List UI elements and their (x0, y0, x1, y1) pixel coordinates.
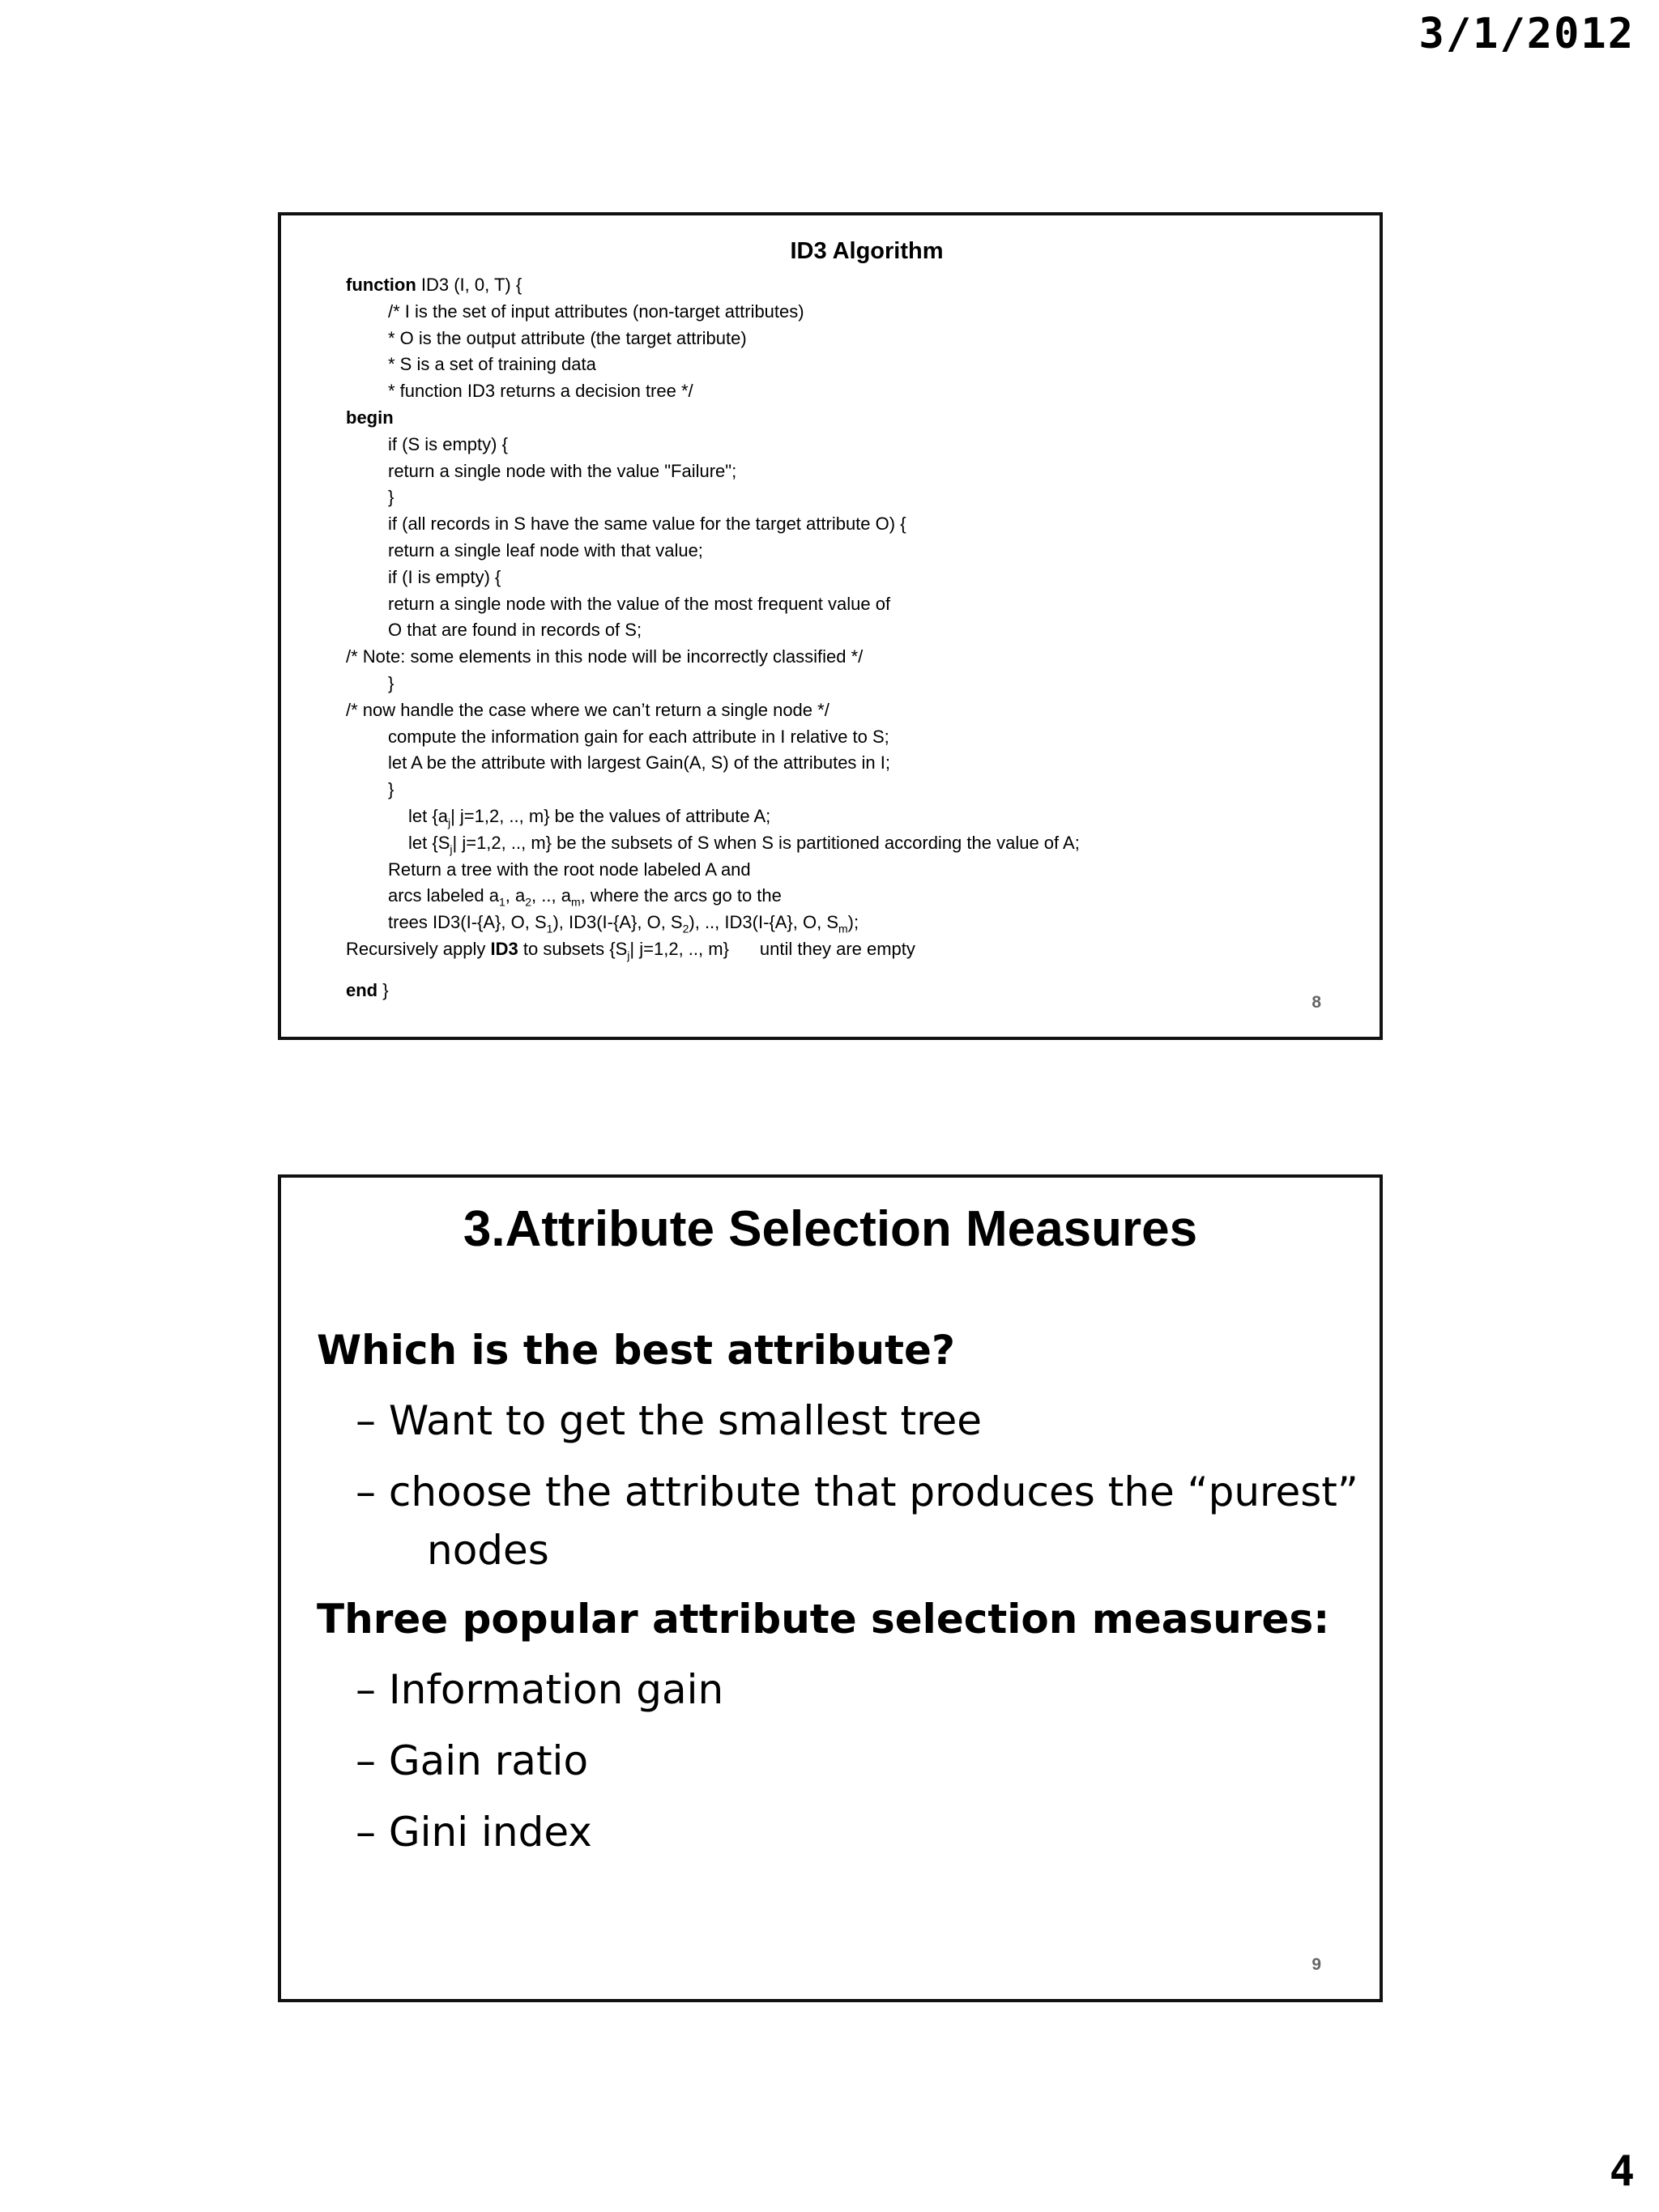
sub-bullet: – Gain ratio (356, 1737, 589, 1784)
code-line: let {$a_j|$ j=1,2, .., m} be the values of attribute A; (408, 805, 771, 829)
code-line: * S is a set of training data (388, 354, 596, 375)
code-line: function ID3 (I, 0, T) { (346, 275, 522, 295)
slide-attribute-selection (278, 1174, 1383, 2002)
code-line: begin (346, 407, 394, 428)
slide-id3-algorithm (278, 212, 1383, 1040)
code-line: } (388, 487, 394, 508)
code-line: if (S is empty) { (388, 433, 508, 454)
code-line: } (388, 672, 394, 693)
code-line: * O is the output attribute (the target attribute) (388, 327, 747, 348)
code-line: arcs labeled $a_1$, $a_2$, .., $a_m$, where the arcs go to the (388, 885, 782, 909)
code-line: Recursively apply ID3 to subsets {$S_j|$ j=1,2, .., m} until they are empty (346, 938, 915, 962)
slide-title: 3.Attribute Selection Measures (463, 1201, 1198, 1257)
code-line: end } (346, 979, 389, 1000)
pseudocode-block (346, 272, 1347, 1004)
sub-bullet: – Information gain (356, 1666, 724, 1713)
bullet-heading: Which is the best attribute? (317, 1327, 955, 1374)
code-line: O that are found in records of S; (388, 620, 642, 641)
code-line: let {$S_j|$ j=1,2, .., m} be the subsets of S when S is partitioned according the value of A; (408, 832, 1080, 856)
code-line: return a single node with the value of the most frequent value of (388, 593, 891, 614)
code-line: /* now handle the case where we can’t return a single node */ (346, 699, 830, 720)
code-line: return a single leaf node with that value; (388, 539, 703, 560)
page-date: 3/1/2012 (1418, 10, 1635, 58)
code-line: * function ID3 returns a decision tree */ (388, 381, 693, 402)
sub-bullet: – Want to get the smallest tree (356, 1397, 983, 1444)
code-line: trees ID3(I-{A}, O, $S_1$), ID3(I-{A}, O, $S_2$), .., ID3(I-{A}, O, $S_m$); (388, 912, 859, 936)
slide-title: ID3 Algorithm (790, 238, 944, 264)
code-line: /* I is the set of input attributes (non-target attributes) (388, 300, 804, 322)
slide-number: 8 (1311, 993, 1321, 1012)
code-line: /* Note: some elements in this node will be incorrectly classified */ (346, 646, 864, 667)
code-line: compute the information gain for each attribute in I relative to S; (388, 726, 889, 747)
sub-bullet: – choose the attribute that produces the “purest” nodes (356, 1468, 1358, 1574)
bullet-heading: Three popular attribute selection measures: (317, 1596, 1330, 1643)
bullet-list (317, 1323, 1363, 1874)
code-line: return a single node with the value "Failure"; (388, 460, 737, 481)
slide-number: 9 (1311, 1955, 1321, 1974)
code-line: if (I is empty) { (388, 566, 501, 587)
code-line: if (all records in S have the same value for the target attribute O) { (388, 514, 906, 535)
code-line: Return a tree with the root node labeled A and (388, 859, 751, 880)
page-number: 4 (1609, 2147, 1635, 2196)
sub-bullet: – Gini index (356, 1809, 592, 1856)
code-line: } (388, 779, 394, 800)
code-line: let A be the attribute with largest Gain(A, S) of the attributes in I; (388, 752, 890, 774)
